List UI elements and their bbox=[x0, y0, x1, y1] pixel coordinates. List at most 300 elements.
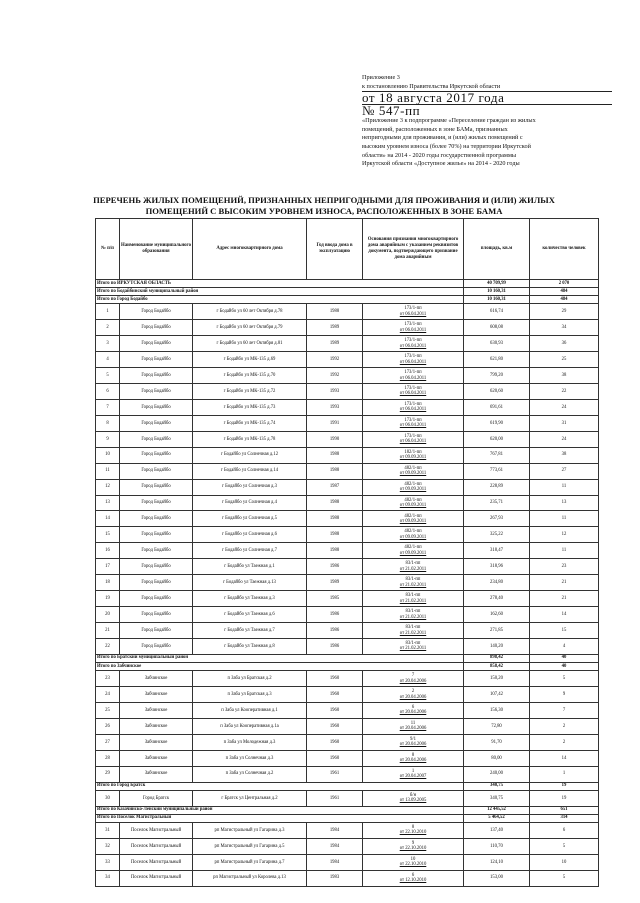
grounds-doc-number: 10 bbox=[410, 856, 416, 862]
table-row bbox=[96, 495, 599, 511]
row-area: 107,42 bbox=[464, 687, 530, 703]
table-row bbox=[96, 368, 599, 384]
row-number: 14 bbox=[96, 511, 120, 527]
row-address: г Бодайбо ул 60 лет Октября д.78 bbox=[193, 304, 307, 320]
table-row bbox=[96, 304, 599, 320]
row-grounds bbox=[363, 718, 464, 734]
row-people: 12 bbox=[530, 527, 599, 543]
row-people: 2 bbox=[530, 718, 599, 734]
row-year: 1991 bbox=[307, 415, 363, 431]
row-number: 4 bbox=[96, 352, 120, 368]
subprogram-line: «Приложение 3 к подпрограмме «Переселение граждан из жилых bbox=[362, 117, 536, 125]
grounds-doc-date: от 22.10.2010 bbox=[399, 830, 427, 836]
row-area: 156,30 bbox=[464, 702, 530, 718]
row-area: 80,00 bbox=[464, 750, 530, 766]
row-year: 1986 bbox=[307, 607, 363, 623]
row-number: 16 bbox=[96, 543, 120, 559]
subtotal-people: 40 bbox=[530, 654, 599, 662]
row-people: 21 bbox=[530, 591, 599, 607]
resolution-date: от 18 августа 2017 года bbox=[362, 92, 612, 105]
row-grounds bbox=[363, 766, 464, 782]
row-area: 91,70 bbox=[464, 734, 530, 750]
subtotal-people: 651 bbox=[530, 806, 599, 814]
row-address: г Бодайбо ул МК-135 д.74 bbox=[193, 415, 307, 431]
table-row bbox=[96, 702, 599, 718]
row-municipality: Город Бодайбо bbox=[120, 527, 193, 543]
row-municipality: Город Бодайбо bbox=[120, 352, 193, 368]
subtotal-area: 340,75 bbox=[464, 782, 530, 790]
grounds-doc-number: 6 bbox=[411, 872, 415, 878]
subtotal-people: 314 bbox=[530, 814, 599, 822]
row-municipality: Забчинское bbox=[120, 671, 193, 687]
row-grounds bbox=[363, 399, 464, 415]
row-address: п Заба ул Братская д.2 bbox=[193, 671, 307, 687]
row-municipality: Город Бодайбо bbox=[120, 399, 193, 415]
subtotal-people: 484 bbox=[530, 296, 599, 304]
row-year: 1986 bbox=[307, 623, 363, 639]
grounds-doc-date: от 06.04.2011 bbox=[399, 391, 427, 397]
row-grounds bbox=[363, 559, 464, 575]
row-address: г Бодайбо ул Солнечная д.14 bbox=[193, 463, 307, 479]
row-number: 13 bbox=[96, 495, 120, 511]
row-people: 7 bbox=[530, 702, 599, 718]
table-row bbox=[96, 870, 599, 886]
row-area: 140,20 bbox=[464, 638, 530, 654]
row-people: 10 bbox=[530, 854, 599, 870]
row-address: г Бодайбо ул МК-135 д.72 bbox=[193, 383, 307, 399]
row-grounds bbox=[363, 415, 464, 431]
grounds-doc-number: 173/1-пп bbox=[404, 322, 422, 328]
grounds-doc-date: от 06.04.2011 bbox=[399, 311, 427, 317]
grounds-doc-number: 482/1-пп bbox=[404, 529, 422, 535]
row-municipality: Забчинское bbox=[120, 766, 193, 782]
row-area: 799,20 bbox=[464, 368, 530, 384]
grounds-doc-number: 173/1-пп bbox=[404, 370, 422, 376]
row-number: 12 bbox=[96, 479, 120, 495]
grounds-doc-number: 482/1-пп bbox=[404, 545, 422, 551]
grounds-doc-date: от 21.02.2011 bbox=[399, 566, 427, 572]
row-people: 24 bbox=[530, 431, 599, 447]
row-year: 1989 bbox=[307, 575, 363, 591]
row-address: г Бодайбо ул МК-135 д.70 bbox=[193, 368, 307, 384]
table-row bbox=[96, 511, 599, 527]
row-area: 619,90 bbox=[464, 415, 530, 431]
subtotal-row bbox=[96, 654, 599, 662]
grounds-doc-number: 173/1-пп bbox=[404, 338, 422, 344]
grounds-doc-number: 6 bbox=[411, 705, 415, 711]
row-municipality: Поселок Магистральный bbox=[120, 838, 193, 854]
subtotal-area: 5 464,52 bbox=[464, 814, 530, 822]
row-number: 11 bbox=[96, 463, 120, 479]
row-people: 11 bbox=[530, 479, 599, 495]
row-municipality: Город Бодайбо bbox=[120, 463, 193, 479]
row-address: г Бодайбо ул Таежная д.6 bbox=[193, 607, 307, 623]
table-row bbox=[96, 822, 599, 838]
table-row bbox=[96, 623, 599, 639]
row-address: г Бодайбо ул Таежная д.13 bbox=[193, 575, 307, 591]
col-municipality: Наименование муниципального образования bbox=[120, 219, 193, 280]
grounds-doc-date: от 20.04.2006 bbox=[399, 726, 427, 732]
table-row bbox=[96, 638, 599, 654]
table-row bbox=[96, 766, 599, 782]
row-address: рп Магистральный ул Гагарина д.7 bbox=[193, 854, 307, 870]
subtotal-area: 10 160,31 bbox=[464, 288, 530, 296]
grounds-doc-date: от 20.04.2006 bbox=[399, 678, 427, 684]
row-municipality: Город Бодайбо bbox=[120, 447, 193, 463]
grounds-doc-date: от 20.04.2007 bbox=[399, 774, 427, 780]
col-area: площадь, кв.м bbox=[464, 219, 530, 280]
grounds-doc-number: 482/1-пп bbox=[404, 513, 422, 519]
grounds-doc-date: от 09.09.2011 bbox=[399, 518, 427, 524]
table-row bbox=[96, 838, 599, 854]
row-number: 17 bbox=[96, 559, 120, 575]
row-grounds bbox=[363, 607, 464, 623]
grounds-doc-date: от 21.02.2011 bbox=[399, 630, 427, 636]
grounds-doc-number: б/н bbox=[409, 792, 417, 798]
table-row bbox=[96, 750, 599, 766]
subtotal-row bbox=[96, 280, 599, 288]
row-year: 1988 bbox=[307, 304, 363, 320]
grounds-doc-date: от 09.09.2011 bbox=[399, 455, 427, 461]
subtotal-area: 12 445,52 bbox=[464, 806, 530, 814]
grounds-doc-date: от 21.02.2011 bbox=[399, 582, 427, 588]
table-row bbox=[96, 718, 599, 734]
row-area: 340,75 bbox=[464, 790, 530, 806]
row-year: 1990 bbox=[307, 431, 363, 447]
table-body bbox=[96, 280, 599, 887]
row-people: 31 bbox=[530, 415, 599, 431]
row-municipality: Город Бодайбо bbox=[120, 431, 193, 447]
table-row bbox=[96, 543, 599, 559]
row-municipality: Город Бодайбо bbox=[120, 495, 193, 511]
row-number: 31 bbox=[96, 822, 120, 838]
row-number: 25 bbox=[96, 702, 120, 718]
row-grounds bbox=[363, 822, 464, 838]
row-area: 228,89 bbox=[464, 479, 530, 495]
row-municipality: Поселок Магистральный bbox=[120, 870, 193, 886]
subtotal-people: 484 bbox=[530, 288, 599, 296]
row-area: 110,70 bbox=[464, 838, 530, 854]
row-area: 318,96 bbox=[464, 559, 530, 575]
table-row bbox=[96, 336, 599, 352]
row-year: 1983 bbox=[307, 870, 363, 886]
subtotal-people: 40 bbox=[530, 663, 599, 671]
col-number: № п/п bbox=[96, 219, 120, 280]
row-number: 5 bbox=[96, 368, 120, 384]
row-area: 608,08 bbox=[464, 320, 530, 336]
row-address: г Бодайбо ул МК-135 д.69 bbox=[193, 352, 307, 368]
row-people: 38 bbox=[530, 447, 599, 463]
row-number: 20 bbox=[96, 607, 120, 623]
table-row bbox=[96, 447, 599, 463]
col-address: Адрес многоквартирного дома bbox=[193, 219, 307, 280]
row-year: 1960 bbox=[307, 671, 363, 687]
row-people: 29 bbox=[530, 304, 599, 320]
row-number: 9 bbox=[96, 431, 120, 447]
row-area: 620,00 bbox=[464, 431, 530, 447]
row-people: 19 bbox=[530, 790, 599, 806]
col-grounds: Основания признания многоквартирного дома аварийным с указанием реквизитов документа, подтверждающего признание дома аварийным bbox=[363, 219, 464, 280]
row-address: г Бодайбо ул Солнечная д.12 bbox=[193, 447, 307, 463]
row-municipality: Город Бодайбо bbox=[120, 415, 193, 431]
row-municipality: Забчинское bbox=[120, 750, 193, 766]
row-address: г Братск ул Центральная д.2 bbox=[193, 790, 307, 806]
row-grounds bbox=[363, 383, 464, 399]
subtotal-name: Итого по Город Бодайбо bbox=[96, 296, 464, 304]
row-number: 2 bbox=[96, 320, 120, 336]
row-people: 22 bbox=[530, 383, 599, 399]
row-grounds bbox=[363, 750, 464, 766]
row-year: 1960 bbox=[307, 687, 363, 703]
row-year: 1988 bbox=[307, 543, 363, 559]
row-grounds bbox=[363, 591, 464, 607]
table-row bbox=[96, 431, 599, 447]
row-number: 19 bbox=[96, 591, 120, 607]
row-grounds bbox=[363, 638, 464, 654]
row-municipality: Город Бодайбо bbox=[120, 559, 193, 575]
grounds-doc-number: 173/1-пп bbox=[404, 401, 422, 407]
row-area: 162,60 bbox=[464, 607, 530, 623]
row-number: 8 bbox=[96, 415, 120, 431]
row-municipality: Забчинское bbox=[120, 718, 193, 734]
subprogram-line: высоким уровнем износа (более 70%) на территории Иркутской bbox=[362, 142, 531, 150]
row-number: 21 bbox=[96, 623, 120, 639]
subtotal-name: Итого по Город Братск bbox=[96, 782, 464, 790]
subtotal-row bbox=[96, 663, 599, 671]
table-row bbox=[96, 607, 599, 623]
grounds-doc-date: от 13.09.2005 bbox=[399, 798, 427, 804]
row-grounds bbox=[363, 336, 464, 352]
row-area: 240,00 bbox=[464, 766, 530, 782]
grounds-doc-number: 83/1-пп bbox=[405, 561, 421, 567]
subtotal-people: 19 bbox=[530, 782, 599, 790]
grounds-doc-date: от 22.10.2010 bbox=[399, 846, 427, 852]
grounds-doc-number: 482/1-пп bbox=[404, 497, 422, 503]
grounds-doc-date: от 22.10.2010 bbox=[399, 862, 427, 868]
row-area: 616,74 bbox=[464, 304, 530, 320]
subtotal-name: Итого по Поселок Магистральный bbox=[96, 814, 464, 822]
row-municipality: Город Бодайбо bbox=[120, 543, 193, 559]
subtotal-people: 2 070 bbox=[530, 280, 599, 288]
grounds-doc-number: 83/1-пп bbox=[405, 625, 421, 631]
row-number: 32 bbox=[96, 838, 120, 854]
table-row bbox=[96, 687, 599, 703]
row-year: 1989 bbox=[307, 320, 363, 336]
grounds-doc-number: 182/1-пп bbox=[404, 449, 422, 455]
row-address: г Бодайбо ул Таежная д.3 bbox=[193, 591, 307, 607]
table-row bbox=[96, 352, 599, 368]
row-people: 11 bbox=[530, 543, 599, 559]
row-municipality: Поселок Магистральный bbox=[120, 822, 193, 838]
row-number: 26 bbox=[96, 718, 120, 734]
grounds-doc-date: от 09.09.2011 bbox=[399, 550, 427, 556]
resolution-number: № 547-пп bbox=[362, 103, 421, 119]
row-area: 271,85 bbox=[464, 623, 530, 639]
row-people: 38 bbox=[530, 368, 599, 384]
row-municipality: Город Бодайбо bbox=[120, 638, 193, 654]
grounds-doc-number: 9 bbox=[411, 840, 415, 846]
grounds-doc-number: 83/1-пп bbox=[405, 641, 421, 647]
row-address: п Заба ул Кооперативная д.1а bbox=[193, 718, 307, 734]
row-people: 24 bbox=[530, 399, 599, 415]
row-people: 6 bbox=[530, 822, 599, 838]
row-address: рп Магистральный ул Гагарина д.3 bbox=[193, 822, 307, 838]
subtotal-name: Итого по Забчинское bbox=[96, 663, 464, 671]
subtotal-area: 40 709,99 bbox=[464, 280, 530, 288]
row-grounds bbox=[363, 702, 464, 718]
row-address: рп Магистральный ул Королева д.13 bbox=[193, 870, 307, 886]
row-year: 1988 bbox=[307, 495, 363, 511]
row-number: 34 bbox=[96, 870, 120, 886]
row-number: 18 bbox=[96, 575, 120, 591]
row-area: 267,93 bbox=[464, 511, 530, 527]
row-number: 1 bbox=[96, 304, 120, 320]
row-grounds bbox=[363, 479, 464, 495]
table-row bbox=[96, 415, 599, 431]
row-area: 325,22 bbox=[464, 527, 530, 543]
row-municipality: Город Бодайбо bbox=[120, 511, 193, 527]
col-year: Год ввода дома в эксплуатацию bbox=[307, 219, 363, 280]
row-municipality: Город Бодайбо bbox=[120, 591, 193, 607]
row-municipality: Город Бодайбо bbox=[120, 607, 193, 623]
row-people: 11 bbox=[530, 511, 599, 527]
row-municipality: Город Бодайбо bbox=[120, 336, 193, 352]
grounds-doc-date: от 21.02.2011 bbox=[399, 646, 427, 652]
table-row bbox=[96, 671, 599, 687]
row-year: 1984 bbox=[307, 838, 363, 854]
row-grounds bbox=[363, 671, 464, 687]
row-address: г Бодайбо ул Таежная д.7 bbox=[193, 623, 307, 639]
table-row bbox=[96, 527, 599, 543]
subtotal-area: 858,42 bbox=[464, 663, 530, 671]
row-address: рп Магистральный ул Гагарина д.5 bbox=[193, 838, 307, 854]
subprogram-text bbox=[362, 117, 612, 169]
subprogram-line: непригодными для проживания, и (или) жилых помещений с bbox=[362, 134, 523, 142]
grounds-doc-date: от 06.04.2011 bbox=[399, 407, 427, 413]
row-area: 767,81 bbox=[464, 447, 530, 463]
row-year: 1993 bbox=[307, 383, 363, 399]
row-municipality: Город Бодайбо bbox=[120, 575, 193, 591]
grounds-doc-date: от 09.09.2011 bbox=[399, 534, 427, 540]
row-municipality: Город Бодайбо bbox=[120, 304, 193, 320]
subtotal-area: 10 160,31 bbox=[464, 296, 530, 304]
grounds-doc-date: от 12.10.2010 bbox=[399, 878, 427, 884]
row-year: 1986 bbox=[307, 638, 363, 654]
row-year: 1992 bbox=[307, 368, 363, 384]
row-municipality: Город Бодайбо bbox=[120, 368, 193, 384]
row-number: 15 bbox=[96, 527, 120, 543]
row-year: 1989 bbox=[307, 336, 363, 352]
row-people: 5 bbox=[530, 870, 599, 886]
row-people: 14 bbox=[530, 750, 599, 766]
subtotal-row bbox=[96, 288, 599, 296]
table-row bbox=[96, 790, 599, 806]
grounds-doc-number: 482/1-пп bbox=[404, 465, 422, 471]
table-row bbox=[96, 591, 599, 607]
row-people: 23 bbox=[530, 559, 599, 575]
table-row bbox=[96, 559, 599, 575]
subtotal-name: Итого по ИРКУТСКАЯ ОБЛАСТЬ bbox=[96, 280, 464, 288]
row-number: 24 bbox=[96, 687, 120, 703]
row-area: 278,40 bbox=[464, 591, 530, 607]
row-grounds bbox=[363, 854, 464, 870]
row-year: 1984 bbox=[307, 854, 363, 870]
row-area: 620,60 bbox=[464, 383, 530, 399]
grounds-doc-number: 173/1-пп bbox=[404, 433, 422, 439]
row-year: 1987 bbox=[307, 479, 363, 495]
grounds-doc-number: 11 bbox=[410, 720, 416, 726]
row-year: 1960 bbox=[307, 734, 363, 750]
row-area: 72,80 bbox=[464, 718, 530, 734]
document-title: ПЕРЕЧЕНЬ ЖИЛЫХ ПОМЕЩЕНИЙ, ПРИЗНАННЫХ НЕПРИГОДНЫМИ ДЛЯ ПРОЖИВАНИЯ И (ИЛИ) ЖИЛЫХ ПОМЕЩЕНИЙ С ВЫСОКИМ УРОВНЕМ ИЗНОСА, РАСПОЛОЖЕННЫХ В ЗОНЕ БАМА bbox=[93, 195, 555, 216]
row-address: г Бодайбо ул Солнечная д.7 bbox=[193, 543, 307, 559]
row-address: г Бодайбо ул 60 лет Октября д.81 bbox=[193, 336, 307, 352]
row-area: 234,80 bbox=[464, 575, 530, 591]
row-address: п Заба ул Молодежная д.3 bbox=[193, 734, 307, 750]
subprogram-line: Иркутской области «Доступное жилье» на 2014 - 2020 годы bbox=[362, 160, 520, 168]
row-area: 153,00 bbox=[464, 870, 530, 886]
table-row bbox=[96, 383, 599, 399]
row-number: 3 bbox=[96, 336, 120, 352]
row-grounds bbox=[363, 368, 464, 384]
row-people: 14 bbox=[530, 607, 599, 623]
row-number: 10 bbox=[96, 447, 120, 463]
row-address: г Бодайбо ул Солнечная д.4 bbox=[193, 495, 307, 511]
row-number: 33 bbox=[96, 854, 120, 870]
subtotal-row bbox=[96, 806, 599, 814]
row-grounds bbox=[363, 734, 464, 750]
row-address: г Бодайбо ул 60 лет Октября д.79 bbox=[193, 320, 307, 336]
row-municipality: Забчинское bbox=[120, 734, 193, 750]
grounds-doc-date: от 06.04.2011 bbox=[399, 343, 427, 349]
row-area: 691,61 bbox=[464, 399, 530, 415]
row-area: 773,61 bbox=[464, 463, 530, 479]
row-address: г Бодайбо ул Солнечная д.6 bbox=[193, 527, 307, 543]
row-municipality: Город Братск bbox=[120, 790, 193, 806]
row-area: 150,20 bbox=[464, 671, 530, 687]
document-header bbox=[362, 74, 612, 169]
subtotal-row bbox=[96, 782, 599, 790]
row-year: 1961 bbox=[307, 766, 363, 782]
row-people: 4 bbox=[530, 638, 599, 654]
subtotal-row bbox=[96, 296, 599, 304]
row-year: 1984 bbox=[307, 822, 363, 838]
row-people: 34 bbox=[530, 320, 599, 336]
grounds-doc-number: 7 bbox=[411, 673, 415, 679]
table-row bbox=[96, 854, 599, 870]
row-number: 6 bbox=[96, 383, 120, 399]
subtotal-row bbox=[96, 814, 599, 822]
row-people: 15 bbox=[530, 623, 599, 639]
row-year: 1988 bbox=[307, 511, 363, 527]
grounds-doc-date: от 06.04.2011 bbox=[399, 439, 427, 445]
grounds-doc-date: от 09.09.2011 bbox=[399, 487, 427, 493]
grounds-doc-date: от 09.09.2011 bbox=[399, 471, 427, 477]
row-year: 1988 bbox=[307, 463, 363, 479]
row-year: 1992 bbox=[307, 352, 363, 368]
grounds-doc-date: от 06.04.2011 bbox=[399, 327, 427, 333]
subtotal-area: 898,42 bbox=[464, 654, 530, 662]
grounds-doc-date: от 20.04.2006 bbox=[399, 758, 427, 764]
row-year: 1960 bbox=[307, 718, 363, 734]
row-number: 30 bbox=[96, 790, 120, 806]
row-people: 5 bbox=[530, 838, 599, 854]
appendix-label: Приложение 3 bbox=[362, 74, 400, 81]
row-grounds bbox=[363, 495, 464, 511]
row-grounds bbox=[363, 320, 464, 336]
row-people: 9 bbox=[530, 687, 599, 703]
table-header bbox=[96, 219, 599, 280]
